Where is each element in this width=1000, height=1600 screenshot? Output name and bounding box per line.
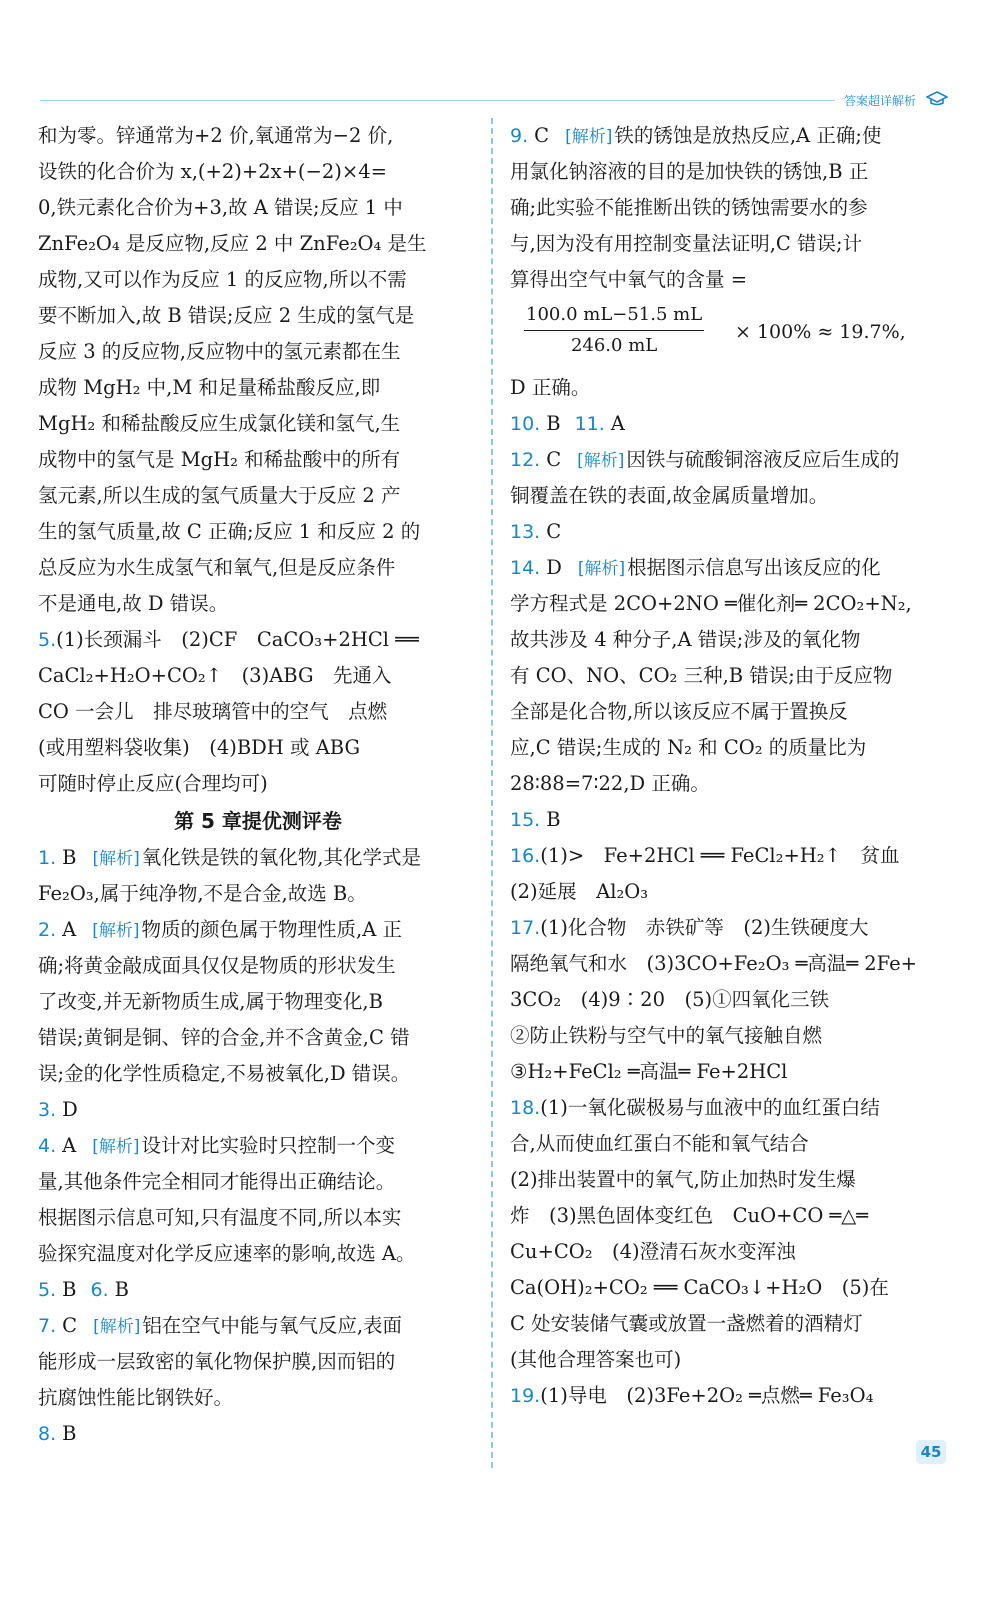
text-line: 可随时停止反应(合理均可) [38, 772, 268, 795]
analysis-tag: [ 解析 ] [91, 1316, 142, 1338]
answer-letter: B [546, 808, 561, 831]
text-line: 总反应为水生成氢气和氧气,但是反应条件 [38, 556, 396, 579]
answer-letter: C [546, 448, 562, 471]
analysis-tag: [ 解析 ] [563, 126, 614, 148]
answer-letter: C [62, 1314, 78, 1337]
text-line: 炸 (3)黑色固体变红色 CuO+CO ═△═ [510, 1204, 869, 1227]
text-line: 成物中的氢气是 MgH₂ 和稀盐酸中的所有 [38, 448, 401, 471]
text-line: 抗腐蚀性能比钢铁好。 [38, 1386, 234, 1409]
text-line: Fe₂O₃,属于纯净物,不是合金,故选 B。 [38, 882, 367, 905]
answer-letter: B [114, 1278, 129, 1301]
text-line: 错误;黄铜是铜、锌的合金,并不含黄金,C 错 [38, 1026, 410, 1049]
text-line: 成物 MgH₂ 中,M 和足量稀盐酸反应,即 [38, 376, 381, 399]
text-line: 隔绝氧气和水 (3)3CO+Fe₂O₃ ═高温═ 2Fe+ [510, 952, 918, 975]
text-line: 反应 3 的反应物,反应物中的氢元素都在生 [38, 340, 401, 363]
text-line: 要不断加入,故 B 错误;反应 2 生成的氢气是 [38, 304, 415, 327]
answer-text: (1)化合物 赤铁矿等 (2)生铁硬度大 [540, 916, 869, 939]
column-divider [491, 118, 493, 1468]
text-line: 验探究温度对化学反应速率的影响,故选 A。 [38, 1242, 416, 1265]
answer-q19 [510, 1378, 950, 1414]
fraction [524, 300, 704, 361]
text-line: 学方程式是 2CO+2NO ═催化剂═ 2CO₂+N₂, [510, 592, 912, 615]
text-line: (其他合理答案也可) [510, 1348, 682, 1371]
analysis-tag: [ 解析 ] [575, 450, 626, 472]
text-line: (2)排出装置中的氧气,防止加热时发生爆 [510, 1168, 856, 1191]
text-line: ZnFe₂O₄ 是反应物,反应 2 中 ZnFe₂O₄ 是生 [38, 232, 427, 255]
answer-q10-q11 [510, 406, 950, 442]
text-line: 有 CO、NO、CO₂ 三种,B 错误;由于反应物 [510, 664, 893, 687]
text-line: ③H₂+FeCl₂ ═高温═ Fe+2HCl [510, 1060, 788, 1083]
text-line: 能形成一层致密的氧化物保护膜,因而铝的 [38, 1350, 396, 1373]
fraction-expression [510, 298, 950, 370]
answer-text: (1)长颈漏斗 (2)CF CaCO₃+2HCl ══ [56, 628, 419, 651]
left-column [38, 118, 478, 1452]
answer-q1 [38, 840, 478, 912]
right-column [510, 118, 950, 1414]
answer-letter: C [534, 124, 550, 147]
answer-q2 [38, 912, 478, 1092]
answer-letter: B [62, 1422, 77, 1445]
text-line: 3CO₂ (4)9∶20 (5)①四氧化三铁 [510, 988, 830, 1011]
page-number: 45 [916, 1440, 946, 1464]
answer-text: 根据图示信息写出该反应的化 [627, 556, 881, 579]
answer-letter: A [610, 412, 625, 435]
text-line: Cu+CO₂ (4)澄清石灰水变浑浊 [510, 1240, 796, 1263]
text-line: 确;将黄金敲成面具仅仅是物质的形状发生 [38, 954, 396, 977]
question-number: 15. [510, 809, 541, 831]
answer-letter: C [546, 520, 562, 543]
question-number: 11. [574, 413, 605, 435]
text-line: 用氯化钠溶液的目的是加快铁的锈蚀,B 正 [510, 160, 869, 183]
answer-q13 [510, 514, 950, 550]
answer-text: 物质的颜色属于物理性质,A 正 [141, 918, 402, 941]
text-line: 氢元素,所以生成的氢气质量大于反应 2 产 [38, 484, 401, 507]
question-number: 6. [90, 1279, 109, 1301]
answer-text: (1)一氧化碳极易与血液中的血红蛋白结 [540, 1096, 880, 1119]
text-line: 算得出空气中氧气的含量 = [510, 268, 748, 291]
answer-q18 [510, 1090, 950, 1378]
answer-letter: A [62, 1134, 77, 1157]
text-line: Ca(OH)₂+CO₂ ══ CaCO₃↓+H₂O (5)在 [510, 1276, 889, 1299]
answer-letter: A [62, 918, 77, 941]
question-number: 5. [38, 629, 57, 651]
text-line: (2)延展 Al₂O₃ [510, 880, 649, 903]
text-line: 量,其他条件完全相同才能得出正确结论。 [38, 1170, 396, 1193]
question-number: 2. [38, 919, 57, 941]
text-line: 和为零。锌通常为+2 价,氧通常为−2 价, [38, 124, 394, 147]
answer-q12 [510, 442, 950, 514]
text-line: C 处安装储气囊或放置一盏燃着的酒精灯 [510, 1312, 863, 1335]
question-number: 1. [38, 847, 57, 869]
question-number: 19. [510, 1385, 541, 1407]
text-line: 不是通电,故 D 错误。 [38, 592, 229, 615]
analysis-tag: [ 解析 ] [576, 558, 627, 580]
text-line: 应,C 错误;生成的 N₂ 和 CO₂ 的质量比为 [510, 736, 867, 759]
question-number: 5. [38, 1279, 57, 1301]
answer-q5 [38, 622, 478, 802]
answer-q5-q6 [38, 1272, 478, 1308]
fraction-denominator: 246.0 mL [570, 335, 658, 356]
answer-q9 [510, 118, 950, 406]
graduation-cap-icon [926, 90, 948, 108]
question-number: 12. [510, 449, 541, 471]
text-line: 与,因为没有用控制变量法证明,C 错误;计 [510, 232, 863, 255]
text-line: 成物,又可以作为反应 1 的反应物,所以不需 [38, 268, 407, 291]
answer-text: 设计对比实验时只控制一个变 [141, 1134, 396, 1157]
question-number: 14. [510, 557, 541, 579]
answer-q16 [510, 838, 950, 910]
section-title: 第 5 章提优测评卷 [174, 809, 342, 833]
question-number: 8. [38, 1423, 57, 1445]
question-number: 10. [510, 413, 541, 435]
answer-q3 [38, 1092, 478, 1128]
answer-text: 氧化铁是铁的氧化物,其化学式是 [141, 846, 421, 869]
analysis-tag: [ 解析 ] [90, 1136, 141, 1158]
text-line: 铜覆盖在铁的表面,故金属质量增加。 [510, 484, 829, 507]
text-line: 全部是化合物,所以该反应不属于置换反 [510, 700, 848, 723]
text-line: (或用塑料袋收集) (4)BDH 或 ABG [38, 736, 361, 759]
question-number: 9. [510, 125, 529, 147]
fraction-numerator: 100.0 mL−51.5 mL [524, 300, 704, 331]
text-line: 故共涉及 4 种分子,A 错误;涉及的氧化物 [510, 628, 861, 651]
fraction-result: × 100% ≈ 19.7%, [735, 321, 906, 343]
answer-letter: B [546, 412, 561, 435]
answer-q4 [38, 1128, 478, 1272]
question-number: 7. [38, 1315, 57, 1337]
answer-q17 [510, 910, 950, 1090]
text-line: CO 一会儿 排尽玻璃管中的空气 点燃 [38, 700, 388, 723]
text-line: 0,铁元素化合价为+3,故 A 错误;反应 1 中 [38, 196, 403, 219]
continued-explanation [38, 118, 478, 622]
analysis-tag: [ 解析 ] [90, 848, 141, 870]
header-label: 答案超详解析 [835, 92, 925, 110]
header-rule [40, 100, 915, 101]
text-line: 误;金的化学性质稳定,不易被氧化,D 错误。 [38, 1062, 411, 1085]
text-line: 28∶88=7∶22,D 正确。 [510, 772, 710, 795]
answer-text: 因铁与硫酸铜溶液反应后生成的 [626, 448, 900, 471]
text-line: 合,从而使血红蛋白不能和氧气结合 [510, 1132, 809, 1155]
answer-letter: B [62, 1278, 77, 1301]
answer-letter: D [62, 1098, 78, 1121]
question-number: 18. [510, 1097, 541, 1119]
text-line: CaCl₂+H₂O+CO₂↑ (3)ABG 先通入 [38, 664, 392, 687]
answer-text: 铁的锈蚀是放热反应,A 正确;使 [614, 124, 882, 147]
answer-q8 [38, 1416, 478, 1452]
text-line: 确;此实验不能推断出铁的锈蚀需要水的参 [510, 196, 868, 219]
answer-text: 铝在空气中能与氧气反应,表面 [142, 1314, 403, 1337]
question-number: 17. [510, 917, 541, 939]
answer-letter: B [62, 846, 77, 869]
answer-text: (1)导电 (2)3Fe+2O₂ ═点燃═ Fe₃O₄ [540, 1384, 874, 1407]
text-line: MgH₂ 和稀盐酸反应生成氯化镁和氢气,生 [38, 412, 401, 435]
answer-q14 [510, 550, 950, 802]
question-number: 13. [510, 521, 541, 543]
answer-q15 [510, 802, 950, 838]
question-number: 3. [38, 1099, 57, 1121]
text-line: 生的氢气质量,故 C 正确;反应 1 和反应 2 的 [38, 520, 421, 543]
question-number: 16. [510, 845, 541, 867]
answer-text: (1)> Fe+2HCl ══ FeCl₂+H₂↑ 贫血 [540, 844, 900, 867]
answer-letter: D [546, 556, 562, 579]
text-line: D 正确。 [510, 376, 591, 399]
question-number: 4. [38, 1135, 57, 1157]
text-line: 了改变,并无新物质生成,属于物理变化,B [38, 990, 383, 1013]
text-line: ②防止铁粉与空气中的氧气接触自燃 [510, 1024, 823, 1047]
answer-q7 [38, 1308, 478, 1416]
text-line: 设铁的化合价为 x,(+2)+2x+(−2)×4= [38, 160, 387, 183]
analysis-tag: [ 解析 ] [90, 920, 141, 942]
text-line: 根据图示信息可知,只有温度不同,所以本实 [38, 1206, 402, 1229]
